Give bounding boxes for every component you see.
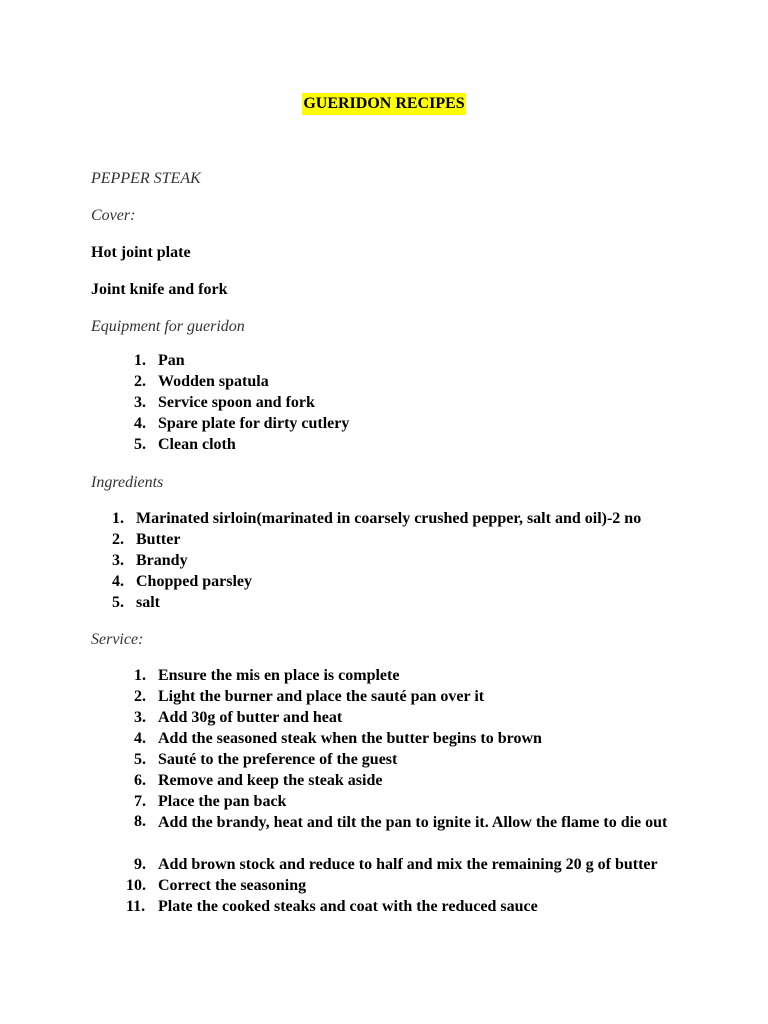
item-number: 1. <box>134 352 146 369</box>
list-item <box>134 854 679 875</box>
item-text: Clean cloth <box>158 436 236 453</box>
item-text: Brandy <box>136 552 188 569</box>
item-number: 9. <box>134 856 146 873</box>
item-text: Place the pan back <box>158 793 287 810</box>
item-text: Ensure the mis en place is complete <box>158 667 400 684</box>
list-item <box>134 770 679 791</box>
service-heading: Service: <box>91 631 144 648</box>
cover-item: Joint knife and fork <box>91 281 228 298</box>
item-text: Butter <box>136 531 181 548</box>
item-number: 2. <box>112 531 124 548</box>
item-text: Service spoon and fork <box>158 394 315 411</box>
item-number: 4. <box>112 573 124 590</box>
ingredients-heading: Ingredients <box>91 474 164 491</box>
list-item <box>134 665 679 686</box>
item-text: Sauté to the preference of the guest <box>158 751 398 768</box>
item-number: 1. <box>134 667 146 684</box>
list-item <box>134 350 694 371</box>
service-steps-list <box>126 665 679 917</box>
item-number: 5. <box>112 594 124 611</box>
item-number: 10. <box>126 877 146 894</box>
recipe-name: PEPPER STEAK <box>91 170 201 187</box>
item-number: 2. <box>134 688 146 705</box>
item-text: Plate the cooked steaks and coat with the reduced sauce <box>158 898 538 915</box>
item-number: 3. <box>112 552 124 569</box>
list-item <box>134 728 679 749</box>
item-number: 5. <box>134 436 146 453</box>
list-item <box>134 749 679 770</box>
item-text: Remove and keep the steak aside <box>158 772 383 789</box>
cover-heading: Cover: <box>91 207 136 224</box>
list-item <box>134 707 679 728</box>
item-number: 11. <box>126 898 146 915</box>
item-text: Spare plate for dirty cutlery <box>158 415 350 432</box>
item-number: 3. <box>134 394 146 411</box>
list-item <box>126 875 679 896</box>
item-text: Add the brandy, heat and tilt the pan to ignite it. Allow the flame to die out <box>158 814 668 831</box>
list-item <box>134 434 694 455</box>
item-text: Wodden spatula <box>158 373 269 390</box>
cover-item: Hot joint plate <box>91 244 191 261</box>
item-number: 4. <box>134 730 146 747</box>
item-text: Marinated sirloin(marinated in coarsely crushed pepper, salt and oil)-2 no <box>136 510 642 527</box>
list-item <box>134 811 679 854</box>
list-item <box>112 592 712 613</box>
item-number: 4. <box>134 415 146 432</box>
list-item <box>112 508 712 529</box>
item-number: 8. <box>134 813 146 830</box>
item-text: Add 30g of butter and heat <box>158 709 343 726</box>
item-text: Light the burner and place the sauté pan over it <box>158 688 485 705</box>
item-number: 1. <box>112 510 124 527</box>
ingredients-list <box>112 508 712 613</box>
item-number: 2. <box>134 373 146 390</box>
item-text: Correct the seasoning <box>158 877 307 894</box>
title-block <box>0 93 768 115</box>
equipment-list <box>134 350 694 455</box>
item-text: Add brown stock and reduce to half and mix the remaining 20 g of butter <box>158 856 658 873</box>
list-item <box>112 571 712 592</box>
item-number: 3. <box>134 709 146 726</box>
item-text: Add the seasoned steak when the butter begins to brown <box>158 730 542 747</box>
item-number: 5. <box>134 751 146 768</box>
item-text: Chopped parsley <box>136 573 253 590</box>
item-text: salt <box>136 594 160 611</box>
list-item <box>134 791 679 812</box>
document-title: GUERIDON RECIPES <box>302 93 465 115</box>
item-number: 7. <box>134 793 146 810</box>
list-item <box>134 371 694 392</box>
item-text: Pan <box>158 352 185 369</box>
list-item <box>134 413 694 434</box>
list-item <box>134 686 679 707</box>
list-item <box>126 896 679 917</box>
item-number: 6. <box>134 772 146 789</box>
list-item <box>112 550 712 571</box>
equipment-heading: Equipment for gueridon <box>91 318 245 335</box>
list-item <box>134 392 694 413</box>
list-item <box>112 529 712 550</box>
